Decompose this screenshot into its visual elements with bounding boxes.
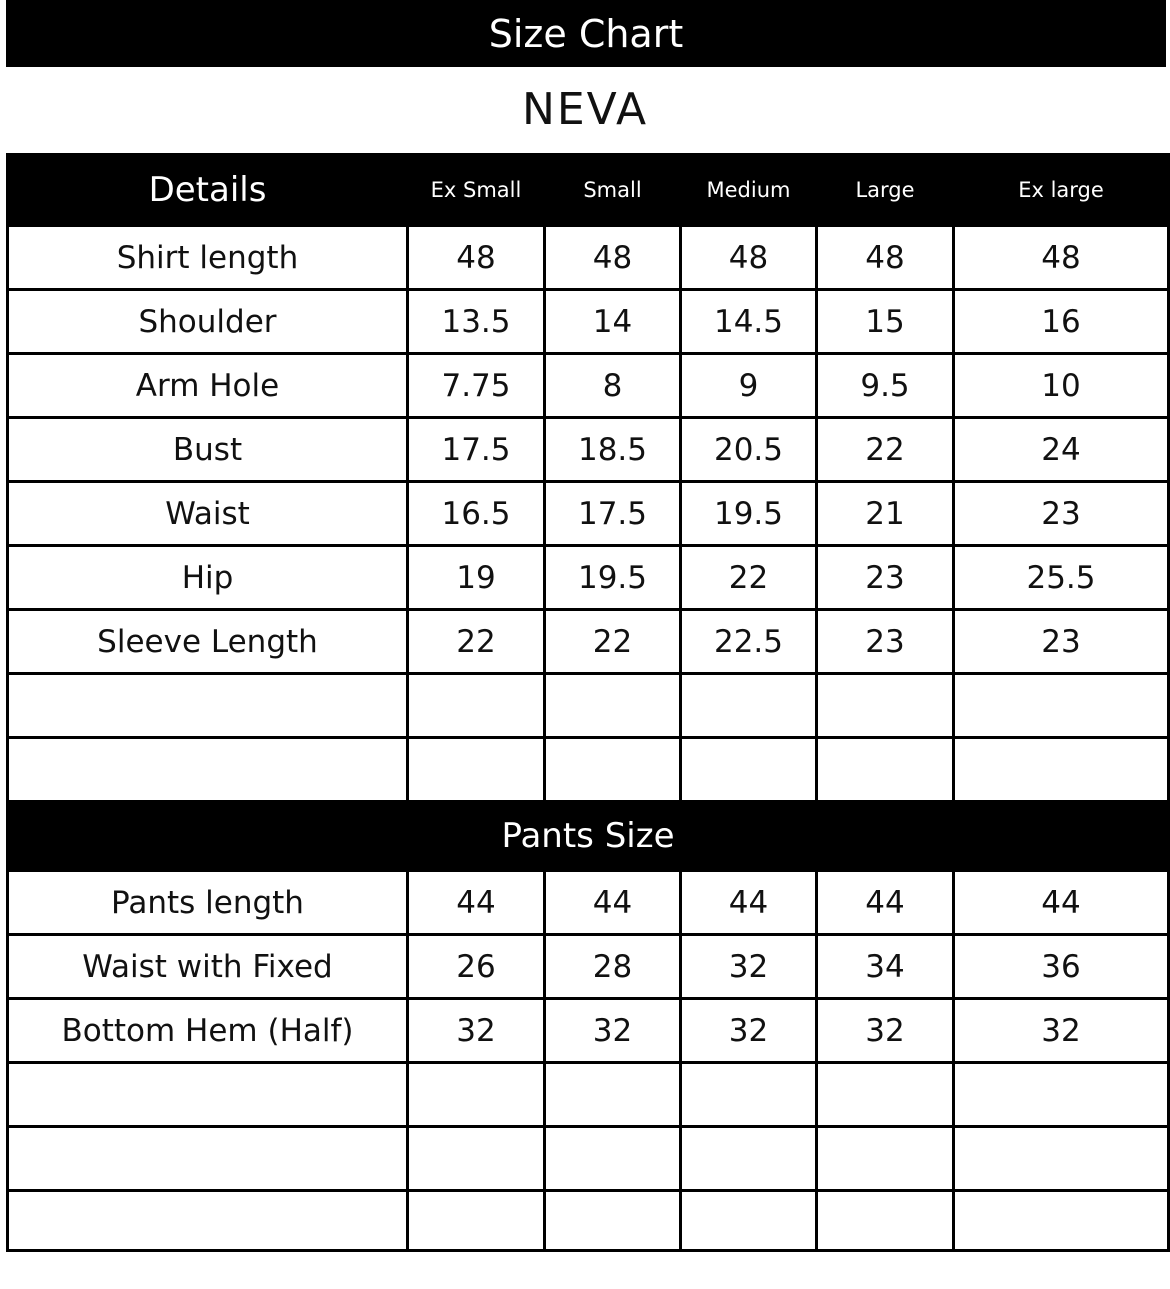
size-chart-title: Size Chart bbox=[488, 11, 684, 56]
brand-name: NEVA bbox=[521, 84, 649, 135]
table-row bbox=[8, 226, 1169, 290]
table-header-row bbox=[8, 155, 1169, 226]
table-cell: 22 bbox=[408, 610, 545, 674]
empty-table-row bbox=[8, 738, 1169, 802]
table-row bbox=[8, 290, 1169, 354]
table-cell: 23 bbox=[817, 610, 954, 674]
empty-cell bbox=[545, 674, 681, 738]
table-cell: 18.5 bbox=[545, 418, 681, 482]
column-header-medium: Medium bbox=[681, 155, 817, 226]
table-cell: 14.5 bbox=[681, 290, 817, 354]
empty-cell bbox=[817, 674, 954, 738]
table-cell: 22 bbox=[545, 610, 681, 674]
table-cell: 44 bbox=[681, 871, 817, 935]
column-header-large: Large bbox=[817, 155, 954, 226]
table-cell: 23 bbox=[817, 546, 954, 610]
empty-cell bbox=[817, 738, 954, 802]
table-cell: 32 bbox=[954, 999, 1169, 1063]
table-cell: 44 bbox=[954, 871, 1169, 935]
empty-cell bbox=[408, 1191, 545, 1251]
row-label: Shoulder bbox=[8, 290, 408, 354]
column-header-details: Details bbox=[8, 155, 408, 226]
table-cell: 17.5 bbox=[545, 482, 681, 546]
pants-size-heading: Pants Size bbox=[8, 802, 1169, 871]
table-cell: 44 bbox=[545, 871, 681, 935]
empty-table-row bbox=[8, 1191, 1169, 1251]
table-cell: 16.5 bbox=[408, 482, 545, 546]
table-cell: 20.5 bbox=[681, 418, 817, 482]
empty-cell bbox=[817, 1127, 954, 1191]
table-row bbox=[8, 935, 1169, 999]
row-label: Sleeve Length bbox=[8, 610, 408, 674]
empty-cell bbox=[954, 1127, 1169, 1191]
empty-cell bbox=[8, 1127, 408, 1191]
empty-cell bbox=[545, 738, 681, 802]
table-cell: 48 bbox=[681, 226, 817, 290]
table-cell: 15 bbox=[817, 290, 954, 354]
size-chart-table bbox=[6, 153, 1170, 1252]
table-cell: 19 bbox=[408, 546, 545, 610]
empty-cell bbox=[408, 1127, 545, 1191]
table-cell: 22 bbox=[817, 418, 954, 482]
empty-cell bbox=[954, 674, 1169, 738]
empty-cell bbox=[817, 1191, 954, 1251]
empty-cell bbox=[8, 1063, 408, 1127]
empty-cell bbox=[681, 674, 817, 738]
empty-cell bbox=[545, 1063, 681, 1127]
table-cell: 34 bbox=[817, 935, 954, 999]
table-row bbox=[8, 482, 1169, 546]
row-label: Waist bbox=[8, 482, 408, 546]
table-cell: 16 bbox=[954, 290, 1169, 354]
empty-cell bbox=[408, 1063, 545, 1127]
pants-size-section-row bbox=[8, 802, 1169, 871]
table-cell: 44 bbox=[408, 871, 545, 935]
table-cell: 44 bbox=[817, 871, 954, 935]
row-label: Arm Hole bbox=[8, 354, 408, 418]
table-cell: 9.5 bbox=[817, 354, 954, 418]
empty-cell bbox=[681, 738, 817, 802]
empty-table-row bbox=[8, 674, 1169, 738]
table-cell: 26 bbox=[408, 935, 545, 999]
table-cell: 32 bbox=[408, 999, 545, 1063]
table-cell: 32 bbox=[545, 999, 681, 1063]
table-row bbox=[8, 871, 1169, 935]
empty-cell bbox=[817, 1063, 954, 1127]
table-cell: 19.5 bbox=[545, 546, 681, 610]
row-label: Waist with Fixed bbox=[8, 935, 408, 999]
table-cell: 23 bbox=[954, 610, 1169, 674]
table-cell: 32 bbox=[681, 999, 817, 1063]
table-row bbox=[8, 546, 1169, 610]
table-cell: 25.5 bbox=[954, 546, 1169, 610]
table-cell: 48 bbox=[954, 226, 1169, 290]
table-cell: 9 bbox=[681, 354, 817, 418]
empty-cell bbox=[681, 1063, 817, 1127]
row-label: Pants length bbox=[8, 871, 408, 935]
empty-cell bbox=[8, 674, 408, 738]
table-cell: 14 bbox=[545, 290, 681, 354]
table-cell: 10 bbox=[954, 354, 1169, 418]
table-cell: 17.5 bbox=[408, 418, 545, 482]
table-row bbox=[8, 610, 1169, 674]
empty-cell bbox=[8, 738, 408, 802]
empty-cell bbox=[954, 1063, 1169, 1127]
row-label: Bottom Hem (Half) bbox=[8, 999, 408, 1063]
table-cell: 23 bbox=[954, 482, 1169, 546]
table-cell: 28 bbox=[545, 935, 681, 999]
empty-cell bbox=[954, 738, 1169, 802]
empty-cell bbox=[545, 1127, 681, 1191]
size-chart-banner bbox=[6, 0, 1166, 67]
empty-cell bbox=[408, 674, 545, 738]
column-header-ex-large: Ex large bbox=[954, 155, 1169, 226]
table-row bbox=[8, 999, 1169, 1063]
table-cell: 32 bbox=[681, 935, 817, 999]
table-cell: 21 bbox=[817, 482, 954, 546]
row-label: Hip bbox=[8, 546, 408, 610]
empty-cell bbox=[8, 1191, 408, 1251]
row-label: Shirt length bbox=[8, 226, 408, 290]
table-cell: 32 bbox=[817, 999, 954, 1063]
empty-cell bbox=[954, 1191, 1169, 1251]
empty-cell bbox=[681, 1127, 817, 1191]
table-cell: 36 bbox=[954, 935, 1169, 999]
table-cell: 13.5 bbox=[408, 290, 545, 354]
table-row bbox=[8, 354, 1169, 418]
row-label: Bust bbox=[8, 418, 408, 482]
table-cell: 7.75 bbox=[408, 354, 545, 418]
empty-table-row bbox=[8, 1063, 1169, 1127]
table-cell: 48 bbox=[408, 226, 545, 290]
empty-cell bbox=[408, 738, 545, 802]
column-header-small: Small bbox=[545, 155, 681, 226]
table-cell: 19.5 bbox=[681, 482, 817, 546]
empty-cell bbox=[681, 1191, 817, 1251]
empty-table-row bbox=[8, 1127, 1169, 1191]
column-header-ex-small: Ex Small bbox=[408, 155, 545, 226]
table-cell: 8 bbox=[545, 354, 681, 418]
table-cell: 22 bbox=[681, 546, 817, 610]
table-cell: 22.5 bbox=[681, 610, 817, 674]
empty-cell bbox=[545, 1191, 681, 1251]
table-row bbox=[8, 418, 1169, 482]
table-cell: 48 bbox=[545, 226, 681, 290]
table-cell: 48 bbox=[817, 226, 954, 290]
table-cell: 24 bbox=[954, 418, 1169, 482]
